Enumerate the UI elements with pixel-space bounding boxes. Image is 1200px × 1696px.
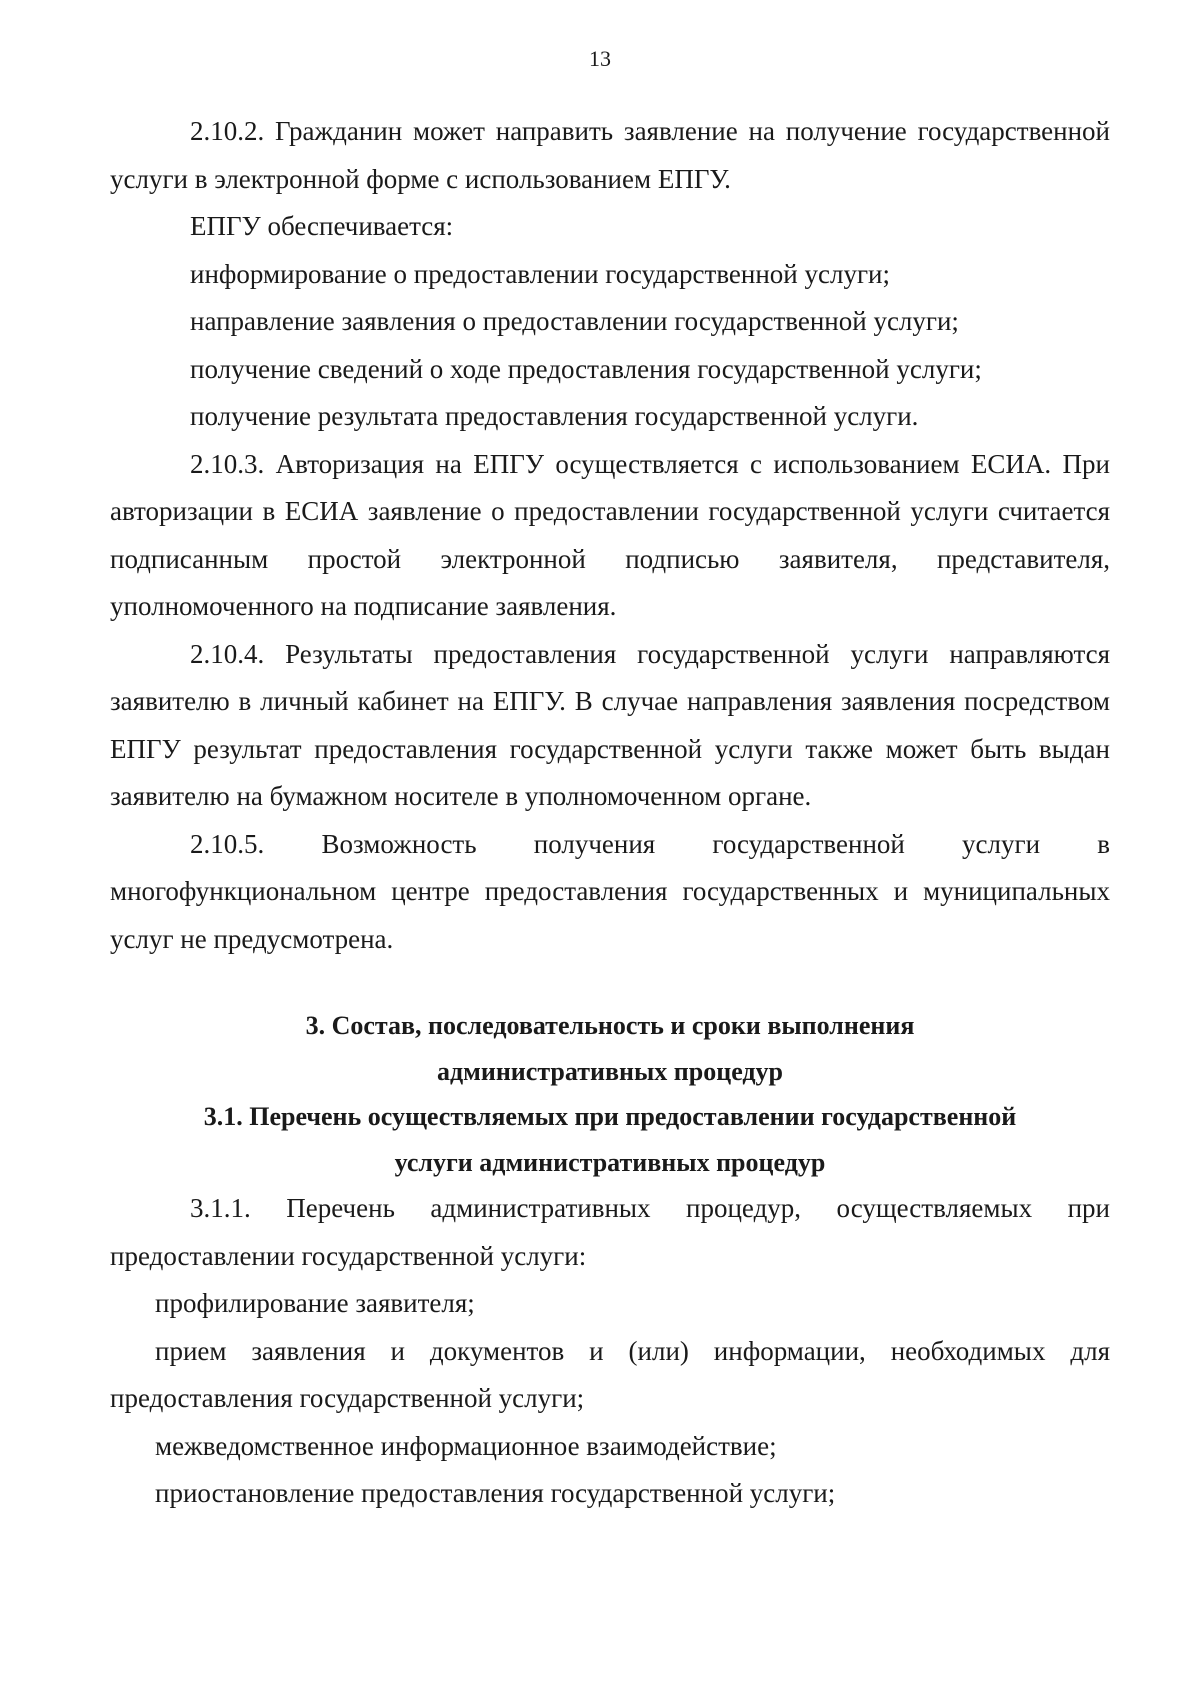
paragraph-2-10-5: 2.10.5. Возможность получения государственной услуги в многофункциональном центре предоставления государственных и муниципальных услуг не предусмотрена.: [110, 828, 1110, 954]
epgu-provides-intro: ЕПГУ обеспечивается:: [190, 211, 454, 241]
list-item: направление заявления о предоставлении государственной услуги;: [190, 306, 959, 336]
paragraph-3-1-1: 3.1.1. Перечень административных процедур, осуществляемых при предоставлении государственной услуги:: [110, 1193, 1110, 1271]
section-2-10-2: [110, 108, 1110, 1518]
section-spacer: [110, 963, 1110, 1003]
procedures-list: [110, 1280, 1110, 1518]
epgu-services-list: [110, 251, 1110, 441]
paragraph-2-10-3: 2.10.3. Авторизация на ЕПГУ осуществляется с использованием ЕСИА. При авторизации в ЕСИА заявление о предоставлении государственной услуги считается подписанным простой электронной подписью заявителя, представителя, уполномоченного на подписание заявления.: [110, 448, 1110, 621]
subsection-heading-line-1: 3.1. Перечень осуществляемых при предоставлении государственной: [203, 1102, 1017, 1131]
list-item: получение результата предоставления государственной услуги.: [190, 401, 919, 431]
list-item: приостановление предоставления государственной услуги;: [155, 1478, 836, 1508]
list-item: прием заявления и документов и (или) информации, необходимых для предоставления государственной услуги;: [110, 1335, 1110, 1413]
subsection-heading-line-2: услуги административных процедур: [394, 1147, 826, 1177]
list-item: информирование о предоставлении государственной услуги;: [190, 258, 890, 289]
paragraph-2-10-4: 2.10.4. Результаты предоставления государственной услуги направляются заявителю в личный кабинет на ЕПГУ. В случае направления заявления посредством ЕПГУ результат предоставления государственной услуги также может быть выдан заявителю на бумажном носителе в уполномоченном органе.: [110, 638, 1110, 811]
list-item: получение сведений о ходе предоставления государственной услуги;: [190, 353, 982, 384]
section-heading-line-1: 3. Состав, последовательность и сроки выполнения: [305, 1011, 915, 1040]
page-number: 13: [589, 46, 611, 71]
list-item: профилирование заявителя;: [155, 1288, 475, 1318]
paragraph-2-10-2: 2.10.2. Гражданин может направить заявление на получение государственной услуги в электронной форме с использованием ЕПГУ.: [110, 116, 1110, 194]
list-item: межведомственное информационное взаимодействие;: [155, 1430, 777, 1461]
section-heading-line-2: административных процедур: [436, 1056, 784, 1086]
